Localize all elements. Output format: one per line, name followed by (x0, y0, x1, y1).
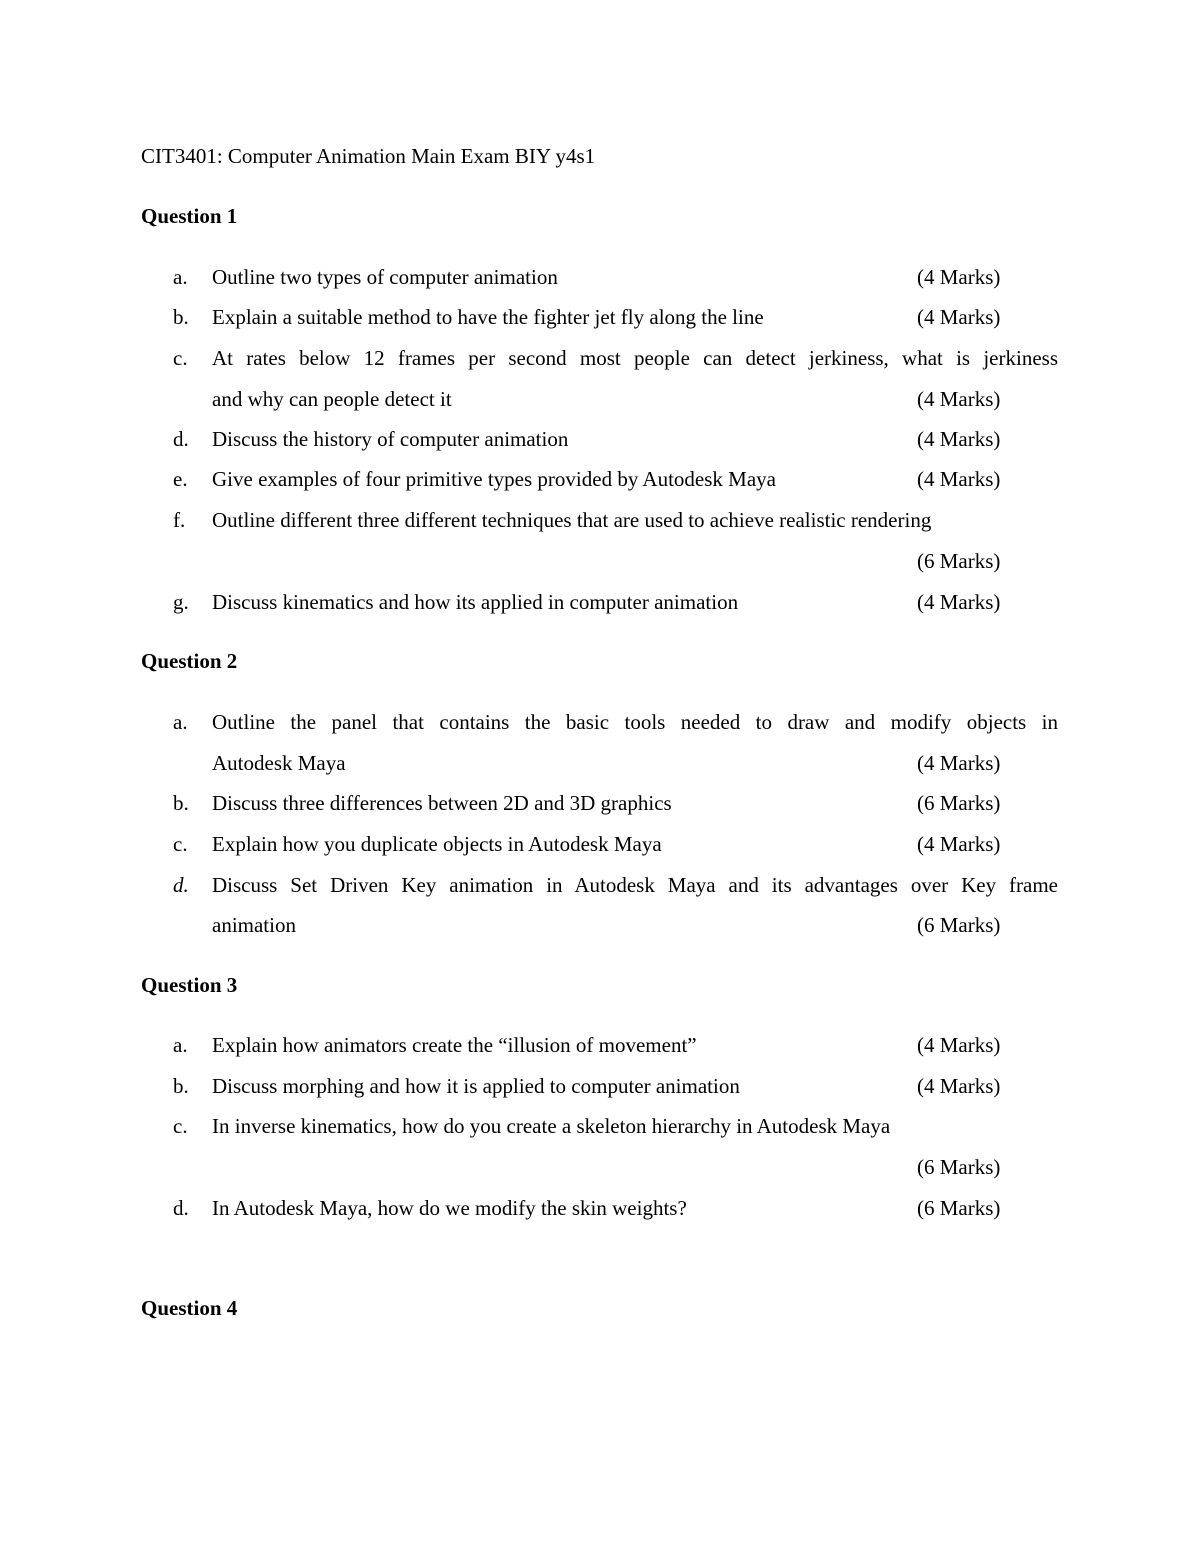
q1-item-c-label: c. (173, 346, 188, 370)
q1-item-g-label: g. (173, 590, 189, 614)
q1-item-b-label: b. (173, 305, 189, 329)
q1-item-c-text: At rates below 12 frames per second most people can detect jerkiness, what is jerkiness (212, 346, 1058, 370)
q1-item-d-marks: (4 Marks) (917, 427, 1001, 451)
q1-item-a-text: Outline two types of computer animation (212, 265, 558, 289)
q1-item-e-label: e. (173, 467, 188, 491)
q2-item-d-label: d. (173, 873, 189, 897)
q2-item-b-text: Discuss three differences between 2D and 3D graphics (212, 791, 672, 815)
q2-item-c-label: c. (173, 832, 188, 856)
q1-item-g-text: Discuss kinematics and how its applied in computer animation (212, 590, 739, 614)
question-1-heading: Question 1 (141, 204, 238, 228)
q2-item-d-text-continued: animation (212, 913, 296, 937)
question-2-heading: Question 2 (141, 649, 238, 673)
question-3-heading: Question 3 (141, 973, 238, 997)
q3-item-a-text: Explain how animators create the “illusion of movement” (212, 1033, 697, 1057)
q3-item-c-label: c. (173, 1114, 188, 1138)
q2-item-c-marks: (4 Marks) (917, 832, 1001, 856)
q3-item-a-marks: (4 Marks) (917, 1033, 1001, 1057)
q2-item-b-marks: (6 Marks) (917, 791, 1001, 815)
q3-item-a-label: a. (173, 1033, 188, 1057)
q1-item-b-marks: (4 Marks) (917, 305, 1001, 329)
q2-item-d-text: Discuss Set Driven Key animation in Autodesk Maya and its advantages over Key frame (212, 873, 1058, 897)
q1-item-c-marks: (4 Marks) (917, 387, 1001, 411)
q1-item-b-text: Explain a suitable method to have the fighter jet fly along the line (212, 305, 764, 329)
q3-item-b-label: b. (173, 1074, 189, 1098)
q1-item-e-marks: (4 Marks) (917, 467, 1001, 491)
q1-item-f-label: f. (173, 508, 186, 532)
q2-item-a-text-continued: Autodesk Maya (212, 751, 346, 775)
q3-item-d-text: In Autodesk Maya, how do we modify the skin weights? (212, 1196, 687, 1220)
q1-item-d-text: Discuss the history of computer animation (212, 427, 569, 451)
exam-title: CIT3401: Computer Animation Main Exam BIY y4s1 (141, 144, 596, 168)
q3-item-d-marks: (6 Marks) (917, 1196, 1001, 1220)
q2-item-d-marks: (6 Marks) (917, 913, 1001, 937)
q2-item-a-marks: (4 Marks) (917, 751, 1001, 775)
q2-item-a-label: a. (173, 710, 188, 734)
q1-item-f-marks: (6 Marks) (917, 549, 1001, 573)
q3-item-c-text: In inverse kinematics, how do you create a skeleton hierarchy in Autodesk Maya (212, 1114, 891, 1138)
q1-item-g-marks: (4 Marks) (917, 590, 1001, 614)
q3-item-c-marks: (6 Marks) (917, 1155, 1001, 1179)
q3-item-b-text: Discuss morphing and how it is applied to computer animation (212, 1074, 740, 1098)
q1-item-e-text: Give examples of four primitive types provided by Autodesk Maya (212, 467, 776, 491)
q2-item-c-text: Explain how you duplicate objects in Autodesk Maya (212, 832, 662, 856)
q2-item-a-text: Outline the panel that contains the basic tools needed to draw and modify objects in (212, 710, 1058, 734)
q1-item-f-text: Outline different three different techniques that are used to achieve realistic rendering (212, 508, 932, 532)
q3-item-b-marks: (4 Marks) (917, 1074, 1001, 1098)
q1-item-a-label: a. (173, 265, 188, 289)
q1-item-c-text-continued: and why can people detect it (212, 387, 452, 411)
q1-item-a-marks: (4 Marks) (917, 265, 1001, 289)
q1-item-d-label: d. (173, 427, 189, 451)
q2-item-b-label: b. (173, 791, 189, 815)
question-4-heading: Question 4 (141, 1296, 238, 1320)
q3-item-d-label: d. (173, 1196, 189, 1220)
